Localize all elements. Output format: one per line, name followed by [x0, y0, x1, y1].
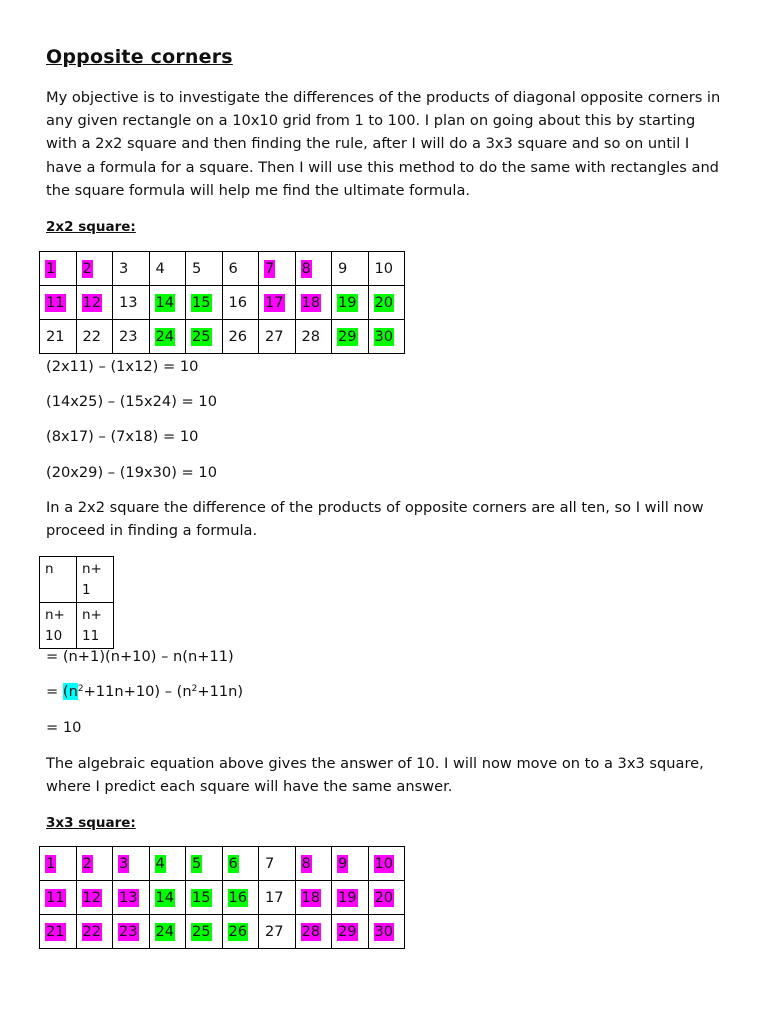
cell-number: 26 [228, 922, 248, 940]
grid-3x3-cell [76, 881, 113, 915]
cell-number: 28 [301, 922, 321, 940]
grid-3x3-row [40, 847, 405, 881]
cell-number: 4 [155, 259, 165, 277]
cell-number: 28 [301, 327, 321, 345]
cell-number: 6 [228, 259, 238, 277]
grid-2x2-cell [76, 320, 113, 354]
cell-number: 27 [265, 327, 284, 345]
grid-3x3-cell [186, 915, 223, 949]
grid-3x3-row [40, 881, 405, 915]
grid-3x3-cell [368, 915, 405, 949]
cell-number: 24 [155, 327, 175, 345]
grid-3x3-cell [40, 915, 77, 949]
cell-number: 18 [301, 293, 321, 311]
grid-3x3-cell [368, 847, 405, 881]
cell-number: 14 [155, 888, 175, 906]
grid-3x3-cell [295, 847, 332, 881]
algebra-line-3: = 10 [46, 719, 82, 736]
grid-2x2-cell [149, 286, 186, 320]
cell-number: 3 [119, 259, 129, 277]
grid-3x3-cell [40, 847, 77, 881]
cell-number: 18 [301, 888, 321, 906]
grid-2x2-cell [222, 286, 259, 320]
cell-number: 1 [46, 854, 56, 872]
grid-3x3-cell [113, 881, 150, 915]
cell-number: 16 [228, 293, 248, 311]
equation-3: (8x17) – (7x18) = 10 [46, 428, 199, 445]
algebra-line-1: = (n+1)(n+10) – n(n+11) [46, 648, 234, 665]
grid-3x3-cell [332, 847, 369, 881]
grid-3x3-cell [332, 915, 369, 949]
grid-3x3-cell [149, 847, 186, 881]
grid-3x3-cell [295, 915, 332, 949]
grid-3x3-cell [222, 915, 259, 949]
grid-2x2-cell [259, 320, 296, 354]
algebra-cell-n-plus-11: n+ 11 [77, 603, 114, 649]
cell-number: 14 [155, 293, 175, 311]
cell-number: 5 [192, 259, 202, 277]
cell-number: 1 [46, 259, 56, 277]
grid-2x2-cell [222, 252, 259, 286]
cell-number: 26 [228, 327, 248, 345]
grid-2x2-cell [149, 252, 186, 286]
cell-number: 10 [374, 259, 394, 277]
grid-3x3-cell [259, 881, 296, 915]
cell-number: 30 [374, 327, 394, 345]
grid-2x2-cell [186, 252, 223, 286]
algebra-line-2 [46, 683, 243, 700]
heading-2x2: 2x2 square: [46, 219, 136, 235]
cell-number: 3 [119, 854, 129, 872]
equation-1: (2x11) – (1x12) = 10 [46, 358, 199, 375]
cell-number: 13 [119, 293, 138, 311]
grid-3x3-cell [222, 847, 259, 881]
grid-3x3-cell [76, 915, 113, 949]
cell-number: 17 [265, 293, 284, 311]
grid-2x2-cell [332, 320, 369, 354]
cell-number: 27 [265, 922, 284, 940]
grid-2x2-cell [40, 252, 77, 286]
grid-3x3-cell [368, 881, 405, 915]
grid-3x3-cell [186, 847, 223, 881]
cell-number: 13 [119, 888, 138, 906]
grid-3x3-cell [40, 881, 77, 915]
grid-2x2-cell [113, 286, 150, 320]
grid-3x3-cell [186, 881, 223, 915]
algebra-cell-n-plus-10: n+ 10 [40, 603, 77, 649]
cell-number: 11 [46, 293, 65, 311]
cell-number: 4 [155, 854, 165, 872]
cell-number: 23 [119, 922, 138, 940]
cell-number: 9 [338, 259, 348, 277]
grid-3x3-cell [259, 915, 296, 949]
grid-2x2-cell [332, 252, 369, 286]
grid-3x3-row [40, 915, 405, 949]
equation-2: (14x25) – (15x24) = 10 [46, 393, 217, 410]
algebra-cell-n: n [40, 557, 77, 603]
cell-number: 15 [192, 888, 211, 906]
heading-3x3: 3x3 square: [46, 815, 136, 831]
grid-2x2-row [40, 252, 405, 286]
cell-number: 6 [228, 854, 238, 872]
grid-2x2-cell [295, 320, 332, 354]
grid-2x2-cell [186, 320, 223, 354]
cell-number: 9 [338, 854, 348, 872]
grid-2x2-cell [40, 320, 77, 354]
square-exponent: 2 [191, 684, 198, 694]
cell-number: 21 [46, 922, 65, 940]
cell-number: 10 [374, 854, 394, 872]
cell-number: 7 [265, 259, 275, 277]
page-title: Opposite corners [46, 46, 233, 68]
grid-2x2-cell [368, 252, 405, 286]
grid-2x2-cell [295, 252, 332, 286]
grid-2x2-cell [113, 320, 150, 354]
grid-3x3-cell [76, 847, 113, 881]
cell-number: 25 [192, 922, 211, 940]
grid-2x2-cell [332, 286, 369, 320]
grid-3x3-cell [149, 915, 186, 949]
cell-number: 12 [82, 888, 102, 906]
grid-3x3-cell [332, 881, 369, 915]
grid-3x3-cell [222, 881, 259, 915]
grid-2x2 [39, 251, 405, 354]
cell-number: 22 [82, 327, 102, 345]
cell-number: 22 [82, 922, 102, 940]
grid-2x2-cell [186, 286, 223, 320]
cell-number: 20 [374, 293, 394, 311]
algebra-grid [39, 556, 114, 649]
grid-3x3-cell [113, 915, 150, 949]
grid-3x3-cell [295, 881, 332, 915]
cell-number: 29 [338, 327, 357, 345]
grid-3x3-cell [149, 881, 186, 915]
grid-2x2-cell [76, 286, 113, 320]
highlighted-term: (n [62, 683, 78, 700]
cell-number: 12 [82, 293, 102, 311]
grid-2x2-cell [149, 320, 186, 354]
cell-number: 29 [338, 922, 357, 940]
cell-number: 5 [192, 854, 202, 872]
cell-number: 16 [228, 888, 248, 906]
grid-2x2-cell [295, 286, 332, 320]
algebra-line-2-end: +11n) [197, 683, 244, 700]
cell-number: 21 [46, 327, 65, 345]
cell-number: 2 [82, 854, 92, 872]
algebra-line-2-prefix: = [46, 683, 63, 700]
intro-paragraph: My objective is to investigate the differences of the products of diagonal opposite corners in any given rectangle on a 10x10 grid from 1 to 100. I plan on going about this by starting with a 2x2 square and then finding the rule, after I will do a 3x3 square and so on until I have a formula for a square. Then I will use this method to do the same with rectangles and the square formula will help me find the ultimate formula. [46, 89, 721, 199]
cell-number: 19 [338, 888, 357, 906]
grid-2x2-cell [113, 252, 150, 286]
cell-number: 8 [301, 259, 311, 277]
grid-3x3 [39, 846, 405, 949]
cell-number: 25 [192, 327, 211, 345]
grid-3x3-cell [113, 847, 150, 881]
equation-4: (20x29) – (19x30) = 10 [46, 464, 217, 481]
grid-2x2-cell [40, 286, 77, 320]
cell-number: 15 [192, 293, 211, 311]
cell-number: 23 [119, 327, 138, 345]
cell-number: 2 [82, 259, 92, 277]
grid-3x3-cell [259, 847, 296, 881]
grid-2x2-cell [368, 286, 405, 320]
grid-2x2-cell [259, 252, 296, 286]
grid-2x2-row [40, 320, 405, 354]
cell-number: 30 [374, 922, 394, 940]
grid-2x2-cell [368, 320, 405, 354]
algebra-cell-n-plus-1: n+ 1 [77, 557, 114, 603]
cell-number: 7 [265, 854, 275, 872]
algebra-line-2-rest: +11n+10) – (n [83, 683, 192, 700]
cell-number: 8 [301, 854, 311, 872]
cell-number: 24 [155, 922, 175, 940]
conclusion-paragraph: In a 2x2 square the difference of the products of opposite corners are all ten, so I will now proceed in finding a formula. [46, 499, 704, 540]
explanation-paragraph: The algebraic equation above gives the answer of 10. I will now move on to a 3x3 square, where I predict each square will have the same answer. [46, 755, 704, 796]
grid-2x2-cell [222, 320, 259, 354]
grid-2x2-cell [259, 286, 296, 320]
grid-2x2-row [40, 286, 405, 320]
cell-number: 19 [338, 293, 357, 311]
square-exponent: 2 [77, 684, 84, 694]
cell-number: 11 [46, 888, 65, 906]
grid-2x2-cell [76, 252, 113, 286]
cell-number: 17 [265, 888, 284, 906]
cell-number: 20 [374, 888, 394, 906]
